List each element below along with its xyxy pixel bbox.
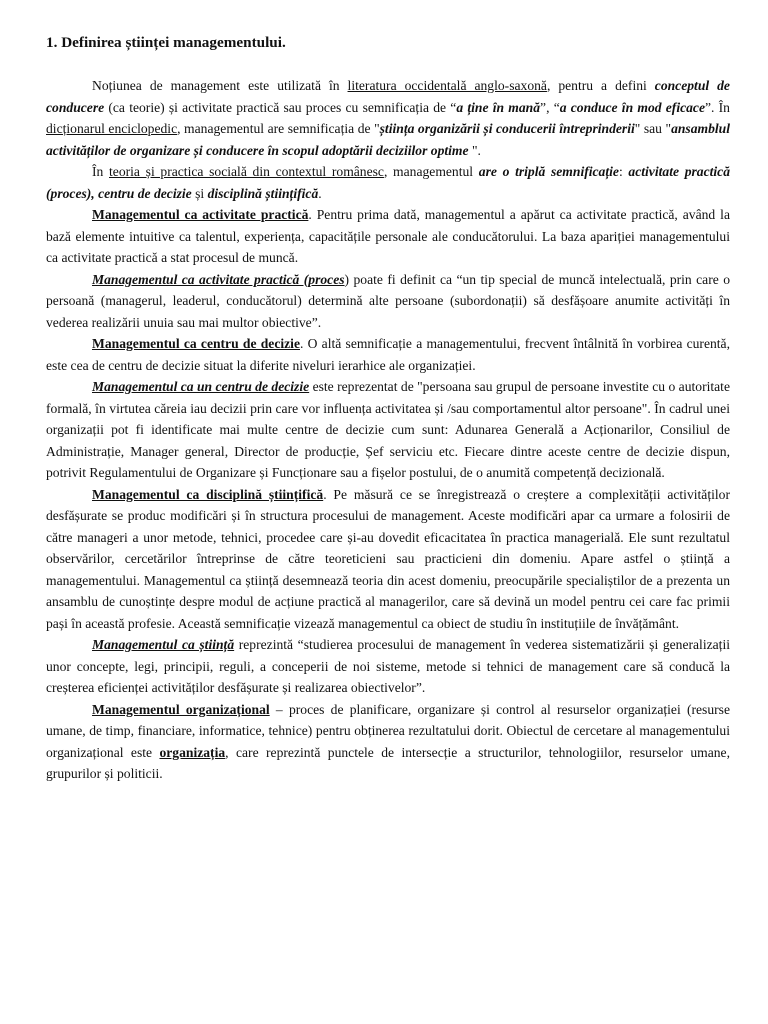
subsection-heading: Managementul ca activitate practică xyxy=(92,207,309,222)
term-link-teoria: teoria și practica socială din contextul românesc xyxy=(109,164,384,179)
emphasis-term: organizația xyxy=(159,744,226,760)
subsection-heading: Managementul ca un centru de decizie xyxy=(92,379,310,394)
paragraph-4: Managementul ca activitate practică (proces) poate fi definit ca “un tip special de muncă intelectuală, prin care o persoană (managerul, leaderul, conducătorul) determină alte persoane (subordonații) să desfășoare anumite activități în vederea realizării unuia sau mai multor obiective”. xyxy=(46,271,730,330)
emphasis-text: a ține în mană xyxy=(456,99,541,115)
emphasis-text: disciplină științifică xyxy=(207,185,319,201)
paragraph-5: Managementul ca centru de decizie. O altă semnificație a managementului, frecvent întâlnită în vorbirea curentă, este cea de centru de decizie situat la diferite niveluri ierarhice ale organizației. xyxy=(46,336,730,373)
subsection-heading: Managementul ca centru de decizie xyxy=(92,336,300,351)
paragraph-2: În teoria și practica socială din contextul românesc, managementul are o triplă semnificație: activitate practică (proces), centru de decizie și disciplină științifică. xyxy=(46,164,730,201)
emphasis-text: activitate practică (proces), centru de decizie xyxy=(46,164,730,201)
document-page xyxy=(46,33,730,785)
term-link-dictionar: dicționarul enciclopedic xyxy=(46,121,178,136)
subsection-heading: Managementul ca activitate practică (proces xyxy=(92,271,345,287)
paragraph-7: Managementul ca disciplină științifică. Pe măsură ce se înregistrează o creștere a complexității activităților desfășurate se produc modificări și în structura procesului de management. Aceste modificări apar ca urmare a folosirii de către manageri a unor metode, tehnici, procedee care și-au dovedit eficacitatea în practica managerială. Ele sunt rezultatul observărilor, cercetărilor întreprinse de către teoreticieni sau practicieni din domeniu. Apare astfel o știință a managementului. Managementul ca știință desemnează teoria din acest domeniu, preocupările specialiștilor de a prezenta un ansamblu de cunoștințe despre modul de acțiune practică al managerilor, care să devină un model pentru cei care fac primii pași în această profesie. Această semnificație vizează managementul ca obiect de studiu în instituțiile de învățământ. xyxy=(46,486,730,631)
subsection-heading: Managementul ca disciplină științifică xyxy=(92,486,324,502)
paragraph-1: Noțiunea de management este utilizată în literatura occidentală anglo-saxonă, pentru a defini conceptul de conducere (ca teorie) și activitate practică sau proces cu semnificația de “a ține în mană”, “a conduce în mod eficace”. În dicționarul enciclopedic, managementul are semnificația de "știința organizării și conducerii întreprinderii" sau "ansamblul activităților de organizare și conducere în scopul adoptării deciziilor optime ". xyxy=(46,78,730,158)
paragraph-9: Managementul organizațional – proces de planificare, organizare și control al resurselor organizației (resurse umane, de timp, financiare, informatice, tehnice) pentru obținerea rezultatului dorit. Obiectul de cercetare al managementului organizațional este organizația, care reprezintă punctele de intersecție a structurilor, tehnologiilor, resurselor umane, grupurilor și politicii. xyxy=(46,701,730,781)
paragraph-6: Managementul ca un centru de decizie este reprezentat de "persoana sau grupul de persoane investite cu o autoritate formală, în virtutea căreia iau decizii prin care vor influența activitatea și /sau comportamentul altor persoane". În cadrul unei organizații pot fi identificate mai multe centre de decizie cum sunt: Adunarea Generală a Acționarilor, Consiliul de Administrație, Manager general, Director de producție, Șef serviciu etc. Fiecare dintre aceste centre de decizie dispun, potrivit Regulamentului de Organizare și Funcționare sau a fișelor postului, de o anumită competență decizională. xyxy=(46,379,730,480)
emphasis-text: a conduce în mod eficace xyxy=(559,99,705,115)
term-link-literatura: literatura occidentală anglo-saxonă xyxy=(347,78,547,93)
emphasis-text: ansamblul activităților de organizare și conducere în scopul adoptării deciziilor optime xyxy=(46,121,730,158)
emphasis-text: știința organizării și conducerii întreprinderii xyxy=(379,121,635,136)
paragraph-3: Managementul ca activitate practică. Pentru prima dată, managementul a apărut ca activitate practică, având la bază elemente intuitive ca talentul, experiența, capacitățile personale ale conducătorului. La baza apariției managementului ca activitate practică a stat procesul de muncă. xyxy=(46,207,730,265)
emphasis-text: are o triplă semnificație xyxy=(478,164,619,179)
subsection-heading: Managementul organizațional xyxy=(92,701,270,717)
subsection-heading: Managementul ca știință xyxy=(92,637,235,652)
section-heading: 1. Definirea științei managementului. xyxy=(46,34,286,51)
paragraph-8: Managementul ca știință reprezintă “studierea procesului de management în vederea sistematizării și generalizații unor concepte, legi, principii, reguli, a conceperii de noi sisteme, metode si tehnici de management care să conducă la creșterea eficienței activităților desfășurate și realizarea obiectivelor”. xyxy=(46,637,730,695)
emphasis-text: conceptul de conducere xyxy=(46,78,730,115)
